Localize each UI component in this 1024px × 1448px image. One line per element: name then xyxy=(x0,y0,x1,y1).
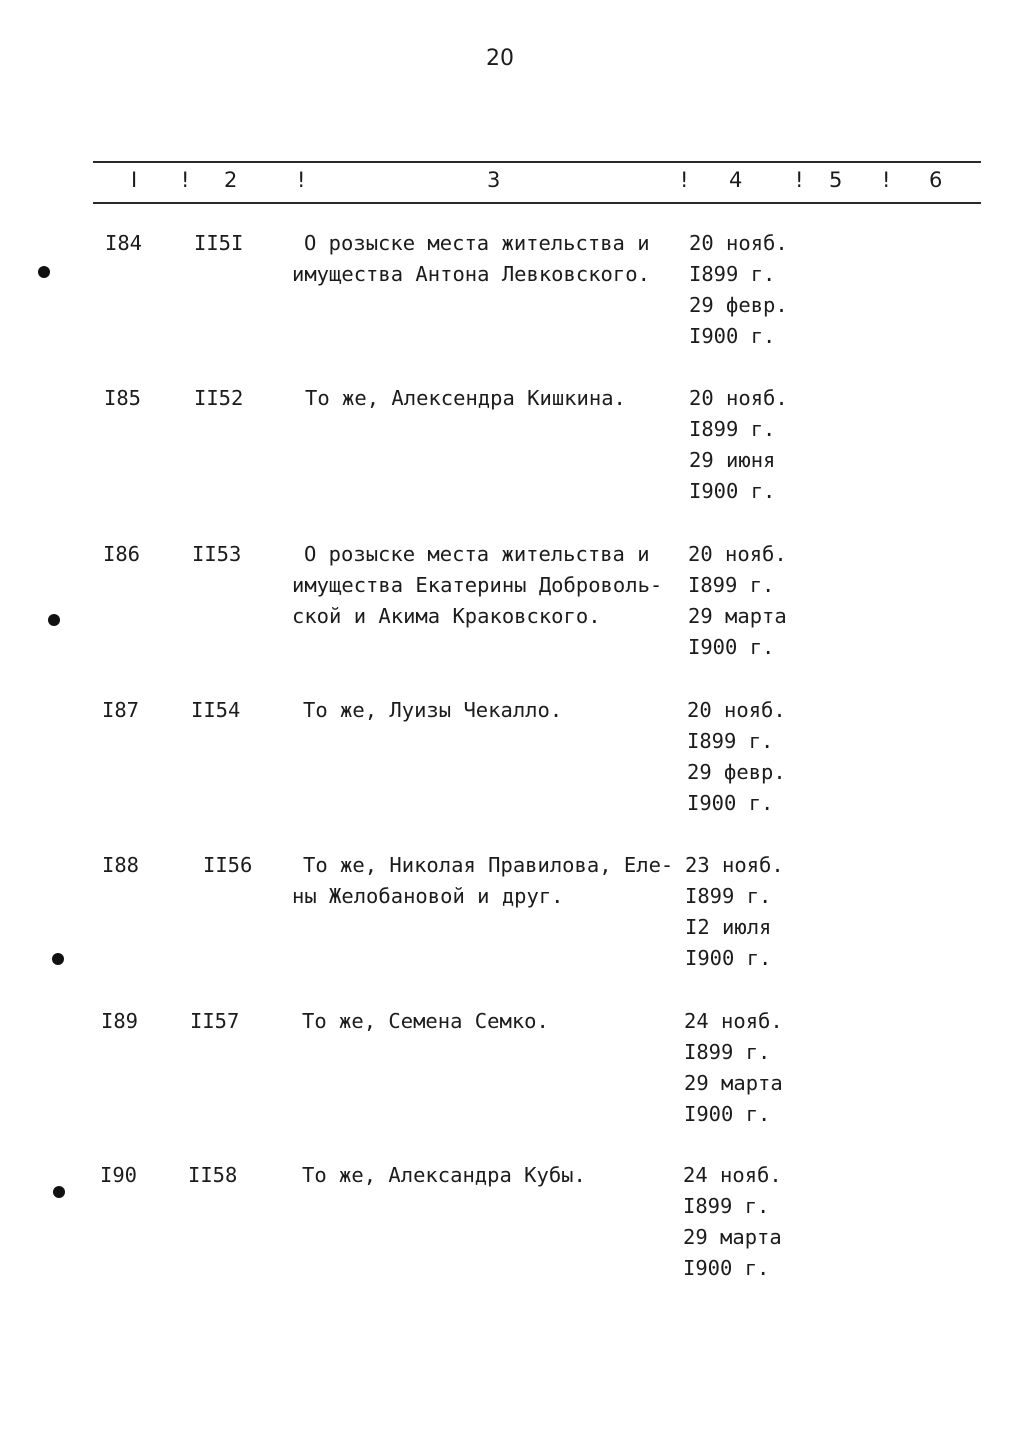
description-line: О розыске места жительства и xyxy=(304,542,650,566)
column-separator: ! xyxy=(181,168,190,192)
column-header-2: 2 xyxy=(224,168,238,192)
file-number: II54 xyxy=(191,698,241,722)
file-number: II5I xyxy=(194,231,244,255)
description-line: То же, Николая Правилова, Еле- xyxy=(303,853,674,877)
file-number: II58 xyxy=(188,1163,238,1187)
date-line: I899 г. xyxy=(683,1194,770,1218)
entry-dates xyxy=(683,1160,803,1284)
description-line: То же, Алексендра Кишкина. xyxy=(305,386,626,410)
table-row xyxy=(0,383,1024,523)
date-line: I900 г. xyxy=(689,324,776,348)
entry-dates xyxy=(687,695,807,819)
punch-hole-mark xyxy=(48,614,60,626)
date-line: 29 февр. xyxy=(687,760,786,784)
entry-description xyxy=(292,228,682,290)
description-line: имущества Екатерины Доброволь- xyxy=(292,573,663,597)
file-number: II57 xyxy=(190,1009,240,1033)
column-header-5: 5 xyxy=(829,168,843,192)
date-line: I900 г. xyxy=(687,791,774,815)
entry-number: I84 xyxy=(105,231,143,255)
file-number: II56 xyxy=(203,853,253,877)
entry-number: I90 xyxy=(100,1163,138,1187)
date-line: I900 г. xyxy=(685,946,772,970)
table-row xyxy=(0,1006,1024,1146)
date-line: I899 г. xyxy=(689,262,776,286)
entry-dates xyxy=(689,228,809,352)
table-header-rule xyxy=(93,202,981,204)
table-row xyxy=(0,695,1024,835)
description-line: То же, Семена Семко. xyxy=(302,1009,549,1033)
date-line: I2 июля xyxy=(685,915,772,939)
page-number: 20 xyxy=(486,46,514,71)
entry-number: I87 xyxy=(102,698,140,722)
description-line: ской и Акима Краковского. xyxy=(292,604,601,628)
entry-number: I89 xyxy=(101,1009,139,1033)
entry-dates xyxy=(685,850,805,974)
description-line: То же, Луизы Чекалло. xyxy=(303,698,563,722)
entry-description xyxy=(292,1006,682,1037)
date-line: I899 г. xyxy=(687,729,774,753)
description-line: ны Желобановой и друг. xyxy=(292,884,564,908)
date-line: 20 нояб. xyxy=(689,231,788,255)
date-line: I899 г. xyxy=(688,573,775,597)
table-row xyxy=(0,850,1024,990)
column-separator: ! xyxy=(882,168,891,192)
date-line: 29 марта xyxy=(688,604,787,628)
date-line: 29 марта xyxy=(684,1071,783,1095)
date-line: I899 г. xyxy=(684,1040,771,1064)
date-line: I900 г. xyxy=(684,1102,771,1126)
column-header-1: I xyxy=(131,168,138,192)
date-line: I900 г. xyxy=(683,1256,770,1280)
file-number: II52 xyxy=(194,386,244,410)
column-header-4: 4 xyxy=(729,168,743,192)
date-line: 29 июня xyxy=(689,448,776,472)
entry-description xyxy=(292,383,682,414)
date-line: 24 нояб. xyxy=(684,1009,783,1033)
column-header-3: 3 xyxy=(487,168,501,192)
table-row xyxy=(0,539,1024,679)
date-line: 24 нояб. xyxy=(683,1163,782,1187)
column-separator: ! xyxy=(680,168,689,192)
file-number: II53 xyxy=(192,542,242,566)
table-top-rule xyxy=(93,161,981,163)
entry-description xyxy=(292,1160,682,1191)
date-line: 29 февр. xyxy=(689,293,788,317)
date-line: I900 г. xyxy=(689,479,776,503)
column-header-row xyxy=(0,168,1024,198)
date-line: I899 г. xyxy=(689,417,776,441)
date-line: I899 г. xyxy=(685,884,772,908)
date-line: 20 нояб. xyxy=(688,542,787,566)
date-line: I900 г. xyxy=(688,635,775,659)
punch-hole-mark xyxy=(52,953,64,965)
column-separator: ! xyxy=(795,168,804,192)
description-line: То же, Александра Кубы. xyxy=(302,1163,586,1187)
date-line: 29 марта xyxy=(683,1225,782,1249)
date-line: 20 нояб. xyxy=(689,386,788,410)
entry-description xyxy=(292,695,682,726)
entry-number: I85 xyxy=(104,386,142,410)
column-header-6: 6 xyxy=(929,168,943,192)
table-row xyxy=(0,1160,1024,1300)
entry-description xyxy=(292,539,682,632)
entry-dates xyxy=(689,383,809,507)
entry-number: I86 xyxy=(103,542,141,566)
date-line: 20 нояб. xyxy=(687,698,786,722)
column-separator: ! xyxy=(297,168,306,192)
entry-dates xyxy=(684,1006,804,1130)
punch-hole-mark xyxy=(38,266,50,278)
date-line: 23 нояб. xyxy=(685,853,784,877)
entry-number: I88 xyxy=(102,853,140,877)
punch-hole-mark xyxy=(53,1186,65,1198)
description-line: имущества Антона Левковского. xyxy=(292,262,650,286)
description-line: О розыске места жительства и xyxy=(304,231,650,255)
entry-dates xyxy=(688,539,808,663)
entry-description xyxy=(292,850,682,912)
table-row xyxy=(0,228,1024,368)
